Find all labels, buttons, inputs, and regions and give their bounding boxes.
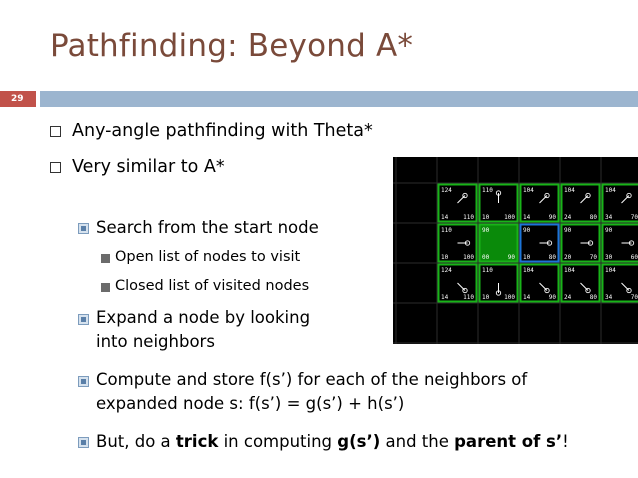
sub-bullet-item	[78, 309, 310, 354]
node-g-value: 10	[482, 214, 490, 221]
slide-title: Pathfinding: Beyond A*	[50, 28, 414, 64]
sub-sub-bullet-text: Open list of nodes to visit	[115, 249, 301, 265]
sub-bullet-item	[78, 371, 527, 416]
emphasis-trick: trick	[175, 432, 219, 451]
small-square-bullet-icon	[101, 254, 110, 263]
text-run: But, do a	[96, 432, 176, 451]
node-h-value: 80	[548, 254, 556, 261]
slide-number: 29	[11, 94, 24, 104]
title-rule	[40, 91, 638, 107]
node-f-value: 104	[605, 187, 616, 194]
node-f-value: 90	[564, 227, 572, 234]
sub-bullet-line: into neighbors	[96, 332, 215, 351]
node-g-value: 10	[441, 254, 449, 261]
bullet-text: Any-angle pathfinding with Theta*	[72, 121, 373, 141]
node-h-value: 90	[548, 294, 556, 301]
node-h-value: 100	[463, 254, 474, 261]
node-h-value: 110	[463, 294, 474, 301]
hollow-square-bullet-icon	[50, 126, 61, 137]
node-f-value: 110	[482, 187, 493, 194]
text-run: !	[562, 432, 569, 451]
node-g-value: 24	[564, 294, 572, 301]
node-f-value: 104	[564, 187, 575, 194]
sub-bullet-text: Search from the start node	[96, 218, 319, 237]
small-square-bullet-icon	[101, 283, 110, 292]
node-f-value: 110	[482, 267, 493, 274]
node-f-value: 124	[441, 187, 452, 194]
node-g-value: 10	[482, 294, 490, 301]
filled-square-bullet-icon	[78, 437, 89, 448]
node-h-value: 70	[630, 294, 638, 301]
node-h-value: 110	[463, 214, 474, 221]
sub-bullet-text	[96, 432, 569, 451]
node-h-value: 90	[548, 214, 556, 221]
node-g-value: 14	[441, 214, 449, 221]
emphasis-g: g(s’)	[337, 432, 381, 451]
bullet-item	[50, 121, 373, 141]
node-f-value: 90	[605, 227, 613, 234]
node-f-value: 104	[523, 267, 534, 274]
node-g-value: 20	[564, 254, 572, 261]
node-f-value: 90	[523, 227, 531, 234]
node-f-value: 104	[605, 267, 616, 274]
node-g-value: 30	[605, 254, 613, 261]
text-run: and the	[380, 432, 455, 451]
filled-square-bullet-icon	[78, 314, 89, 325]
node-h-value: 90	[507, 254, 515, 261]
sub-bullet-line: Compute and store f(s’) for each of the neighbors of	[96, 370, 528, 389]
pathfinding-grid	[393, 157, 638, 344]
emphasis-parent: parent of s’	[454, 432, 563, 451]
text-run: in computing	[218, 432, 338, 451]
node-g-value: 34	[605, 214, 613, 221]
sub-bullet-text	[96, 368, 527, 416]
filled-square-bullet-icon	[78, 223, 89, 234]
node-h-value: 70	[589, 254, 597, 261]
node-g-value: 00	[482, 254, 490, 261]
filled-square-bullet-icon	[78, 376, 89, 387]
node-g-value: 10	[523, 254, 531, 261]
node-g-value: 34	[605, 294, 613, 301]
node-h-value: 100	[504, 294, 515, 301]
node-h-value: 70	[630, 214, 638, 221]
bullet-text: Very similar to A*	[72, 157, 225, 177]
sub-sub-bullet-item	[101, 278, 309, 294]
bullet-item	[50, 157, 225, 177]
node-f-value: 110	[441, 227, 452, 234]
node-g-value: 14	[523, 214, 531, 221]
sub-bullet-item	[78, 432, 569, 451]
node-g-value: 14	[441, 294, 449, 301]
node-f-value: 104	[564, 267, 575, 274]
sub-bullet-line: Expand a node by looking	[96, 308, 311, 327]
sub-bullet-item	[78, 218, 319, 237]
node-f-value: 90	[482, 227, 490, 234]
hollow-square-bullet-icon	[50, 162, 61, 173]
sub-sub-bullet-text: Closed list of visited nodes	[115, 278, 310, 294]
node-h-value: 100	[504, 214, 515, 221]
node-g-value: 14	[523, 294, 531, 301]
node-f-value: 104	[523, 187, 534, 194]
sub-sub-bullet-item	[101, 249, 300, 265]
node-f-value: 124	[441, 267, 452, 274]
sub-bullet-line: expanded node s: f(s’) = g(s’) + h(s’)	[96, 394, 405, 413]
node-h-value: 80	[589, 214, 597, 221]
sub-bullet-text	[96, 306, 310, 354]
pathfinding-grid-svg	[393, 157, 638, 344]
node-h-value: 80	[589, 294, 597, 301]
node-h-value: 60	[630, 254, 638, 261]
node-g-value: 24	[564, 214, 572, 221]
